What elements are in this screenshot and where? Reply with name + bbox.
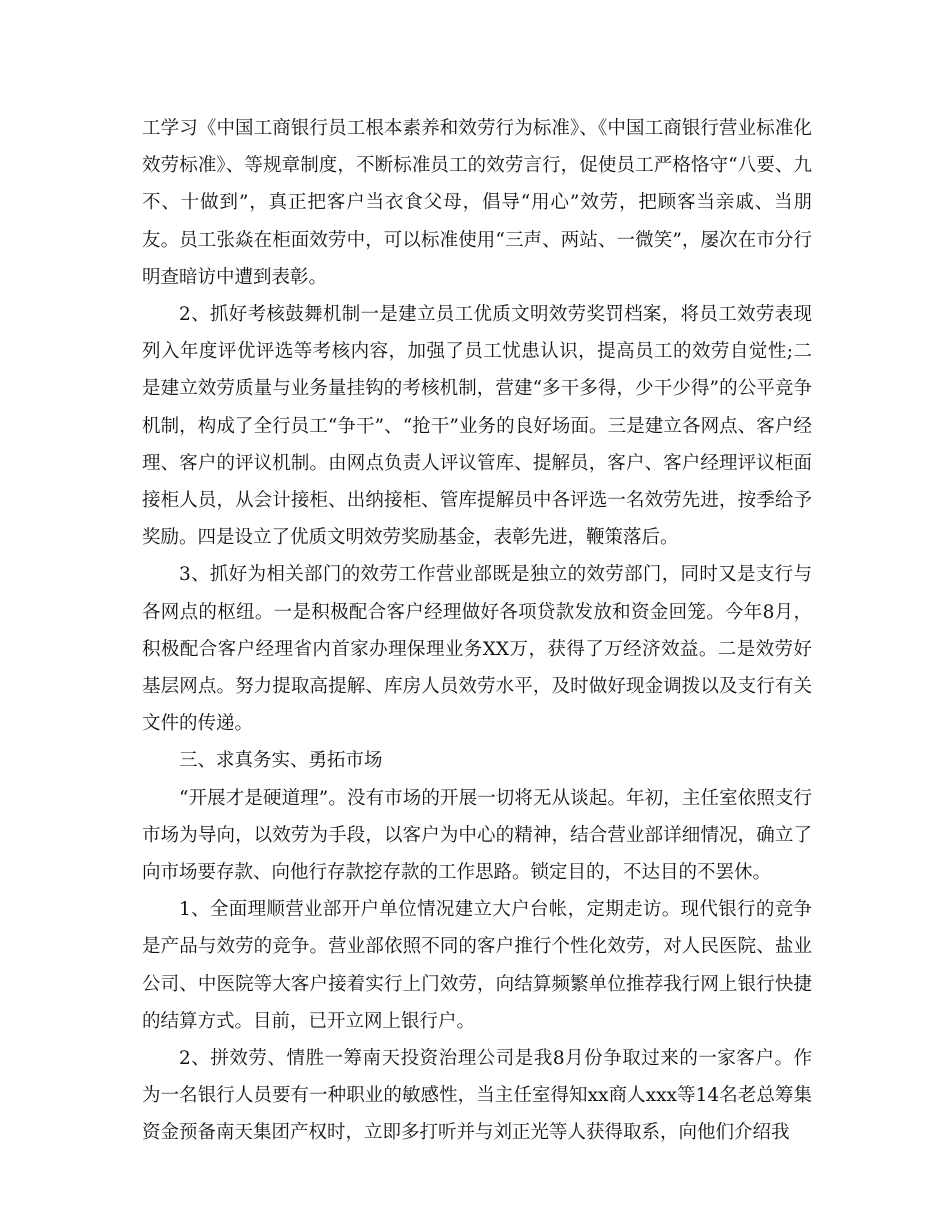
- document-body: [142, 110, 812, 1152]
- section-heading: 三、求真务实、勇拓市场: [179, 750, 383, 772]
- paragraph-5: 1、全面理顺营业部开户单位情况建立大户台帐，定期走访。现代银行的竞争是产品与效劳的竞争。营业部依照不同的客户推行个性化效劳，对人民医院、盐业公司、中医院等大客户接着实行上门效劳，向结算频繁单位推荐我行网上银行快捷的结算方式。目前，已开立网上银行户。: [142, 899, 812, 1032]
- paragraph-4: “开展才是硬道理”。没有市场的开展一切将无从谈起。年初，主任室依照支行市场为导向，以效劳为手段，以客户为中心的精神，结合营业部详细情况，确立了向市场要存款、向他行存款挖存款的工作思路。锁定目的，不达目的不罢休。: [142, 787, 812, 884]
- paragraph-6: 2、拼效劳、情胜一筹南天投资治理公司是我8月份争取过来的一家客户。作为一名银行人员要有一种职业的敏感性，当主任室得知xx商人xxx等14名老总筹集资金预备南天集团产权时，立即多打听并与刘正光等人获得取系，向他们介绍我: [142, 1048, 812, 1144]
- paragraph-2: 2、抓好考核鼓舞机制一是建立员工优质文明效劳奖罚档案，将员工效劳表现列入年度评优评选等考核内容，加强了员工忧患认识，提高员工的效劳自觉性;二是建立效劳质量与业务量挂钩的考核机制，营建“多干多得，少干少得”的公平竞争机制，构成了全行员工“争干”、“抢干”业务的良好场面。三是建立各网点、客户经理、客户的评议机制。由网点负责人评议管库、提解员，客户、客户经理评议柜面接柜人员，从会计接柜、出纳接柜、管库提解员中各评选一名效劳先进，按季给予奖励。四是设立了优质文明效劳奖励基金，表彰先进，鞭策落后。: [142, 304, 812, 549]
- paragraph-1: 工学习《中国工商银行员工根本素养和效劳行为标准》、《中国工商银行营业标准化效劳标准》、等规章制度，不断标准员工的效劳言行，促使员工严格恪守“八要、九不、十做到”，真正把客户当衣食父母，倡导“用心”效劳，把顾客当亲戚、当朋友。员工张焱在柜面效劳中，可以标准使用“三声、两站、一微笑”，屡次在市分行明查暗访中遭到表彰。: [142, 118, 812, 288]
- paragraph-3: 3、抓好为相关部门的效劳工作营业部既是独立的效劳部门，同时又是支行与各网点的枢纽。一是积极配合客户经理做好各项贷款发放和资金回笼。今年8月，积极配合客户经理省内首家办理保理业务XX万，获得了万经济效益。二是效劳好基层网点。努力提取高提解、库房人员效劳水平，及时做好现金调拨以及支行有关文件的传递。: [142, 564, 812, 735]
